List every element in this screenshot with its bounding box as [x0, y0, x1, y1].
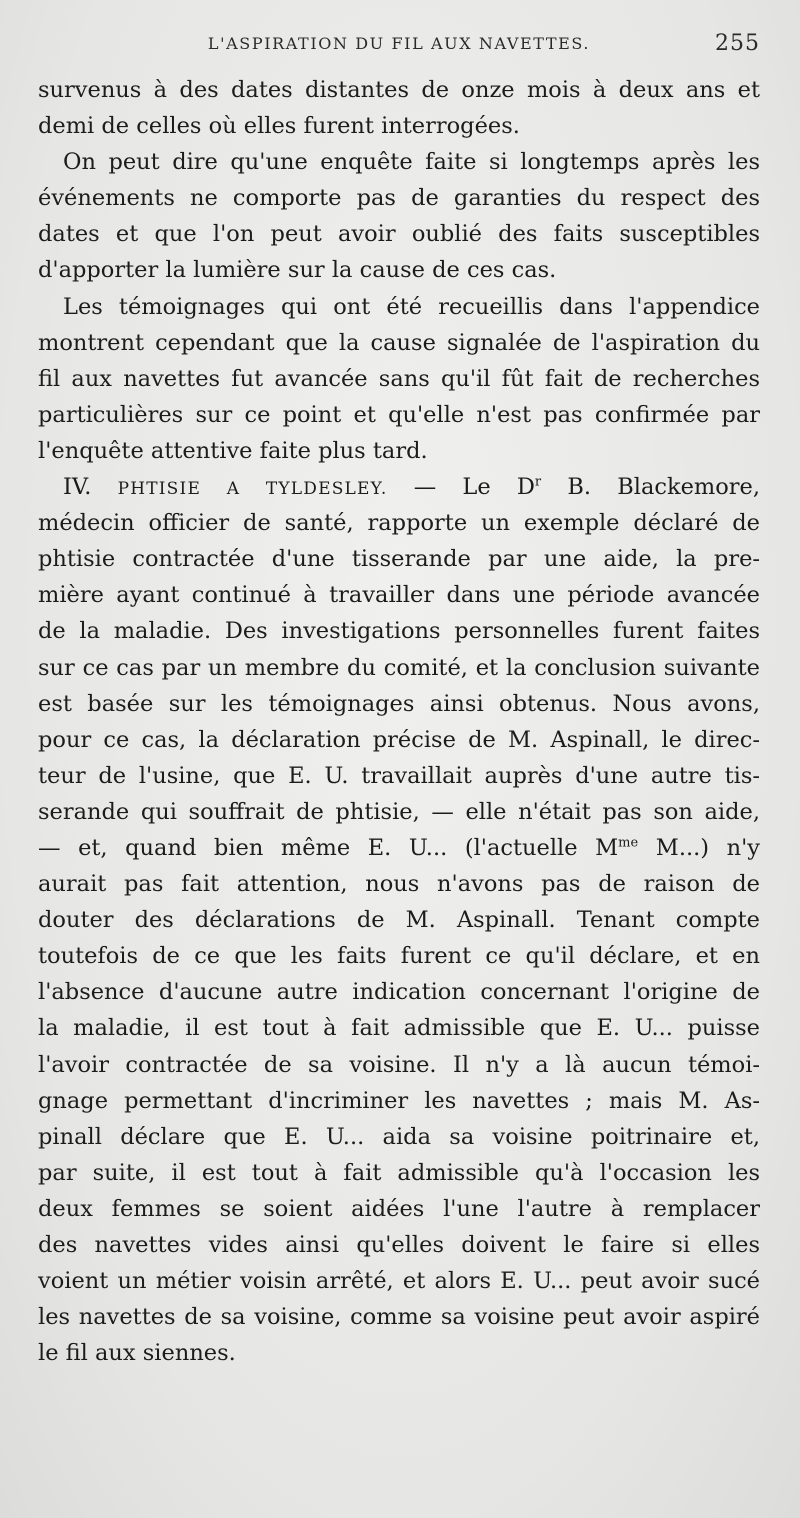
text-line: sur ce cas par un membre du comité, et la conclusion suivante	[38, 654, 760, 681]
author-prefix-superscript: r	[534, 474, 542, 490]
text-line: montrent cependant que la cause signalée de l'aspiration du	[38, 329, 760, 356]
running-head	[38, 31, 760, 58]
text-line: survenus à des dates distantes de onze mois à deux ans et	[38, 77, 760, 103]
section-heading-line	[38, 469, 760, 505]
mme-superscript: me	[618, 835, 639, 851]
text-line: aurait pas fait attention, nous n'avons pas de raison de	[38, 871, 760, 898]
text-line: d'apporter la lumière sur la cause de ces cas.	[38, 257, 557, 284]
text-line: deux femmes se soient aidées l'une l'autre à remplacer	[38, 1195, 760, 1222]
text-line: serande qui souffrait de phtisie, — elle n'était pas son aide,	[38, 798, 760, 825]
text-line: demi de celles où elles furent interrogées.	[38, 113, 520, 140]
text-line: On peut dire qu'une enquête faite si longtemps après les	[63, 149, 760, 176]
text-line: de la maladie. Des investigations personnelles furent faites	[38, 618, 760, 645]
text-line: l'avoir contractée de sa voisine. Il n'y a là aucun témoi-	[38, 1051, 760, 1078]
text-line: douter des déclarations de M. Aspinall. Tenant compte	[38, 907, 760, 934]
section-number: IV.	[63, 474, 92, 501]
text-line: est basée sur les témoignages ainsi obtenus. Nous avons,	[38, 690, 760, 717]
text-line: gnage permettant d'incriminer les navettes ; mais M. As-	[38, 1087, 760, 1114]
text-line	[38, 830, 760, 866]
author-prefix: Le D	[462, 474, 535, 501]
body-text	[38, 72, 760, 1371]
text-line: dates et que l'on peut avoir oublié des faits susceptibles	[38, 221, 760, 248]
text-line: particulières sur ce point et qu'elle n'est pas confirmée par	[38, 401, 760, 428]
running-title: L'ASPIRATION DU FIL AUX NAVETTES.	[207, 34, 591, 53]
text-line: événements ne comporte pas de garanties du respect des	[38, 185, 760, 212]
text-line: médecin officier de santé, rapporte un exemple déclaré de	[38, 510, 760, 537]
text-line: des navettes vides ainsi qu'elles doivent le faire si elles	[38, 1232, 760, 1258]
text-line: voient un métier voisin arrêté, et alors E. U... peut avoir sucé	[38, 1268, 760, 1295]
text-line: la maladie, il est tout à fait admissible que E. U... puisse	[38, 1015, 760, 1042]
text-line: l'absence d'aucune autre indication concernant l'origine de	[38, 979, 760, 1006]
text-line: pinall déclare que E. U... aida sa voisine poitrinaire et,	[38, 1123, 760, 1150]
text-line: par suite, il est tout à fait admissible qu'à l'occasion les	[38, 1159, 760, 1186]
text-line: l'enquête attentive faite plus tard.	[38, 437, 428, 464]
text-line: le fil aux siennes.	[38, 1340, 236, 1367]
section-dash: —	[413, 474, 437, 501]
text-line: phtisie contractée d'une tisserande par une aide, la pre-	[38, 546, 760, 573]
section-title: PHTISIE A TYLDESLEY.	[117, 479, 388, 500]
line-fragment: — et, quand bien même E. U... (l'actuelle M	[38, 834, 619, 861]
text-line: toutefois de ce que les faits furent ce qu'il déclare, et en	[38, 943, 760, 970]
author-name: B. Blackemore,	[567, 474, 761, 501]
text-line: les navettes de sa voisine, comme sa voisine peut avoir aspiré	[38, 1304, 760, 1331]
text-line: teur de l'usine, que E. U. travaillait auprès d'une autre tis-	[38, 762, 760, 789]
text-line: Les témoignages qui ont été recueillis dans l'appendice	[63, 293, 760, 320]
line-fragment: M...) n'y	[655, 834, 761, 861]
text-line: mière ayant continué à travailler dans une période avancée	[38, 582, 760, 609]
page-number: 255	[715, 31, 760, 56]
text-line: fil aux navettes fut avancée sans qu'il fût fait de recherches	[38, 365, 760, 392]
text-line: pour ce cas, la déclaration précise de M. Aspinall, le direc-	[38, 726, 760, 753]
